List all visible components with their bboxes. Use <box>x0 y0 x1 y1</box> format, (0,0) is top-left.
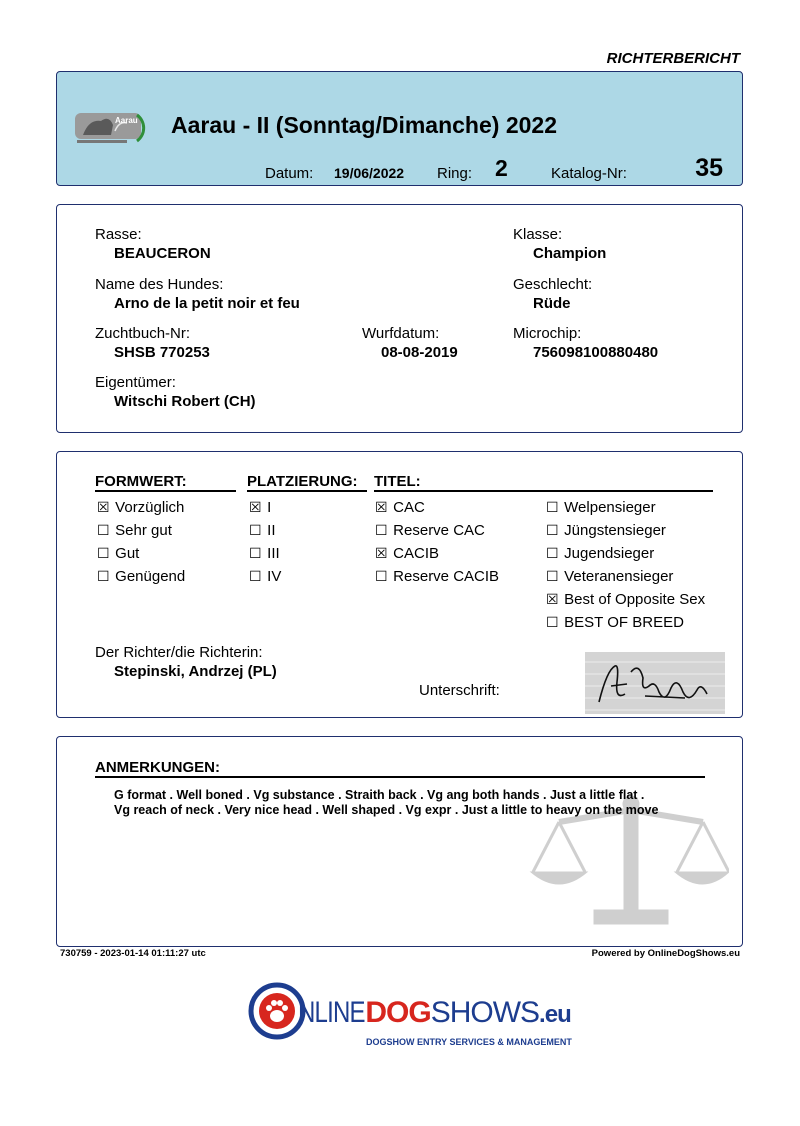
remarks-line-1: G format . Well boned . Vg substance . Straith back . Vg ang both hands . Just a little flat . <box>114 788 645 802</box>
checkbox-icon[interactable]: ☐ <box>546 522 559 538</box>
title-header: TITEL: <box>374 473 421 490</box>
formwert-underline <box>95 490 236 492</box>
placement-3[interactable] <box>249 545 281 568</box>
signature-icon <box>585 652 725 714</box>
judge-signature <box>585 652 725 714</box>
checkbox-icon[interactable]: ☐ <box>97 522 110 538</box>
checkbox-checked-icon[interactable]: ☒ <box>97 499 110 515</box>
title-label: Veteranensieger <box>564 568 674 585</box>
titles-list-b <box>546 499 705 637</box>
title-label: Jüngstensieger <box>564 522 666 539</box>
formwert-genuegend[interactable] <box>97 568 185 591</box>
sex-label: Geschlecht: <box>513 276 593 293</box>
placement-list <box>249 499 281 591</box>
date-value: 19/06/2022 <box>334 165 405 181</box>
titles-list-a <box>375 499 499 591</box>
title-label: BEST OF BREED <box>564 614 684 631</box>
judge-label: Der Richter/die Richterin: <box>95 644 263 661</box>
placement-underline <box>247 490 367 492</box>
formwert-label: Sehr gut <box>115 522 172 539</box>
dog-info-box <box>56 204 743 433</box>
brand-nline: NLINE <box>298 996 365 1029</box>
chip-label: Microchip: <box>513 325 582 342</box>
title-label: CAC <box>393 499 425 516</box>
class-label: Klasse: <box>513 226 563 243</box>
catalog-value: 35 <box>695 154 723 182</box>
checkbox-icon[interactable]: ☐ <box>97 568 110 584</box>
formwert-label: Gut <box>115 545 140 562</box>
birth-label: Wurfdatum: <box>362 325 440 342</box>
formwert-label: Genügend <box>115 568 186 585</box>
title-cacib[interactable] <box>375 545 499 568</box>
brand-eu: .eu <box>539 1001 571 1028</box>
remarks-line-2: Vg reach of neck . Very nice head . Well shaped . Vg expr . Just a little to heavy on the move <box>114 803 659 817</box>
dog-logo-icon <box>75 111 153 145</box>
checkbox-icon[interactable]: ☐ <box>249 522 262 538</box>
checkbox-icon[interactable]: ☐ <box>249 568 262 584</box>
title-label: Reserve CACIB <box>393 568 500 585</box>
title-best-opposite-sex[interactable] <box>546 591 705 614</box>
checkbox-checked-icon[interactable]: ☒ <box>546 591 559 607</box>
formwert-sehr-gut[interactable] <box>97 522 185 545</box>
remarks-underline <box>95 776 705 778</box>
owner-label: Eigentümer: <box>95 374 176 391</box>
brand-shows: SHOWS <box>430 996 540 1029</box>
title-label: Welpensieger <box>564 499 656 516</box>
class-value: Champion <box>533 245 607 262</box>
judge-value: Stepinski, Andrzej (PL) <box>114 663 277 680</box>
studbook-value: SHSB 770253 <box>114 344 210 361</box>
formwert-gut[interactable] <box>97 545 185 568</box>
evaluation-box <box>56 451 743 718</box>
title-cac[interactable] <box>375 499 499 522</box>
breed-value: BEAUCERON <box>114 245 211 262</box>
formwert-vorzueglich[interactable] <box>97 499 185 522</box>
checkbox-checked-icon[interactable]: ☒ <box>249 499 262 515</box>
brand-tagline: DOGSHOW ENTRY SERVICES & MANAGEMENT <box>366 1037 572 1047</box>
dog-name-label: Name des Hundes: <box>95 276 224 293</box>
placement-label: II <box>267 522 276 539</box>
title-label: Reserve CAC <box>393 522 485 539</box>
checkbox-checked-icon[interactable]: ☒ <box>375 499 388 515</box>
formwert-header: FORMWERT: <box>95 473 187 490</box>
show-logo <box>75 111 153 145</box>
breed-label: Rasse: <box>95 226 142 243</box>
checkbox-checked-icon[interactable]: ☒ <box>375 545 388 561</box>
checkbox-icon[interactable]: ☐ <box>546 499 559 515</box>
date-label: Datum: <box>265 165 314 182</box>
placement-2[interactable] <box>249 522 281 545</box>
checkbox-icon[interactable]: ☐ <box>546 614 559 630</box>
checkbox-icon[interactable]: ☐ <box>546 545 559 561</box>
title-underline <box>374 490 713 492</box>
footer-id-timestamp: 730759 - 2023-01-14 01:11:27 utc <box>60 948 206 959</box>
placement-header: PLATZIERUNG: <box>247 473 358 490</box>
title-veteranensieger[interactable] <box>546 568 705 591</box>
show-title: Aarau - II (Sonntag/Dimanche) 2022 <box>171 112 557 138</box>
remarks-box <box>56 736 743 947</box>
dog-name-value: Arno de la petit noir et feu <box>114 295 300 312</box>
title-reserve-cac[interactable] <box>375 522 499 545</box>
placement-label: I <box>267 499 272 516</box>
formwert-label: Vorzüglich <box>115 499 185 516</box>
brand-dog: DOG <box>365 996 431 1029</box>
catalog-label: Katalog-Nr: <box>551 165 627 182</box>
title-jugendsieger[interactable] <box>546 545 705 568</box>
ring-value: 2 <box>495 155 508 181</box>
placement-4[interactable] <box>249 568 281 591</box>
remarks-header: ANMERKUNGEN: <box>95 759 220 776</box>
ring-label: Ring: <box>437 165 473 182</box>
title-best-of-breed[interactable] <box>546 614 705 637</box>
footer-powered-by: Powered by OnlineDogShows.eu <box>591 948 740 959</box>
checkbox-icon[interactable]: ☐ <box>375 568 388 584</box>
title-label: Jugendsieger <box>564 545 655 562</box>
brand-logo[interactable] <box>248 982 572 1052</box>
checkbox-icon[interactable]: ☐ <box>375 522 388 538</box>
placement-1[interactable] <box>249 499 281 522</box>
title-reserve-cacib[interactable] <box>375 568 499 591</box>
placement-label: IV <box>267 568 282 585</box>
title-label: CACIB <box>393 545 440 562</box>
title-welpensieger[interactable] <box>546 499 705 522</box>
signature-label: Unterschrift: <box>419 682 500 699</box>
logo-text: Aarau <box>115 116 138 125</box>
checkbox-icon[interactable]: ☐ <box>546 568 559 584</box>
title-juengstensieger[interactable] <box>546 522 705 545</box>
report-type: RICHTERBERICHT <box>606 50 740 67</box>
owner-value: Witschi Robert (CH) <box>114 393 256 410</box>
chip-value: 756098100880480 <box>533 344 659 361</box>
studbook-label: Zuchtbuch-Nr: <box>95 325 191 342</box>
title-label: Best of Opposite Sex <box>564 591 706 608</box>
brand-wordmark <box>298 996 571 1032</box>
placement-label: III <box>267 545 280 562</box>
checkbox-icon[interactable]: ☐ <box>249 545 262 561</box>
checkbox-icon[interactable]: ☐ <box>97 545 110 561</box>
header-box <box>56 71 743 186</box>
birth-value: 08-08-2019 <box>381 344 458 361</box>
formwert-list <box>97 499 185 591</box>
sex-value: Rüde <box>533 295 571 312</box>
